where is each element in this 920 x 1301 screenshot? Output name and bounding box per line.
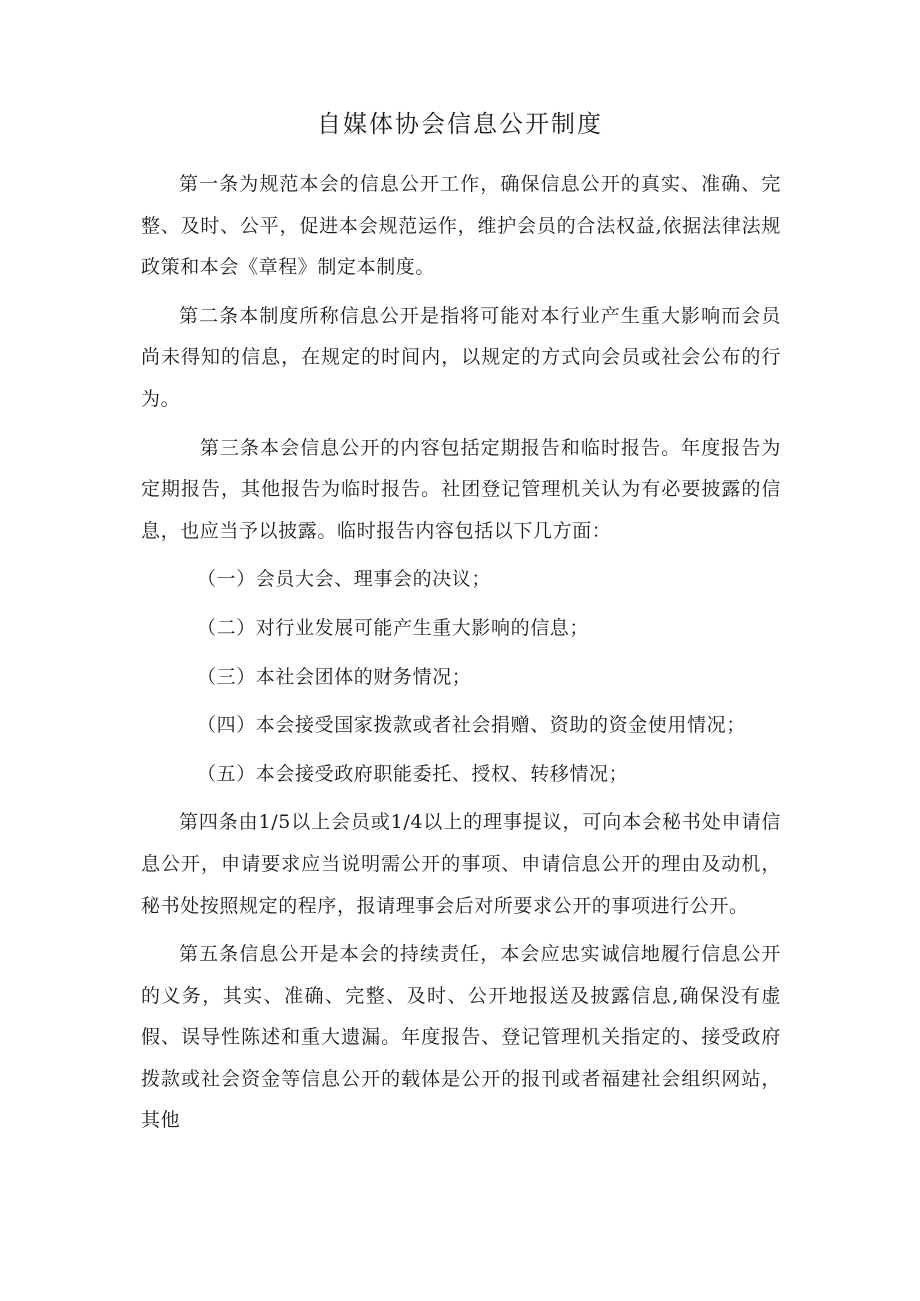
- list-item-2: （二）对行业发展可能产生重大影响的信息；: [197, 616, 590, 639]
- document-body: [141, 164, 781, 1149]
- list-item-4: （四）本会接受国家拨款或者社会捐赠、资助的资金使用情况；: [197, 714, 746, 737]
- article-5-paragraph: 第五条信息公开是本会的持续责任，本会应忠实诚信地履行信息公开的义务，其实、准确、完整、及时、公开地报送及披露信息,确保没有虚假、误导性陈述和重大遗漏。年度报告、登记管理机关指定的、接受政府拨款或社会资金等信息公开的载体是公开的报刊或者福建社会组织网站，其他: [141, 943, 781, 1132]
- list-item-5: （五）本会接受政府职能委托、授权、转移情况；: [197, 762, 629, 785]
- list-item-3: （三）本社会团体的财务情况；: [197, 665, 472, 688]
- list-item-1: （一）会员大会、理事会的决议；: [197, 568, 492, 591]
- document-title: 自媒体协会信息公开制度: [317, 110, 603, 138]
- article-3-paragraph: 第三条本会信息公开的内容包括定期报告和临时报告。年度报告为定期报告，其他报告为临时报告。社团登记管理机关认为有必要披露的信息，也应当予以披露。临时报告内容包括以下几方面：: [141, 436, 781, 542]
- article-2-paragraph: 第二条本制度所称信息公开是指将可能对本行业产生重大影响而会员尚未得知的信息，在规定的时间内，以规定的方式向会员或社会公布的行为。: [141, 304, 781, 410]
- article-4-paragraph: 第四条由1/5以上会员或1/4以上的理事提议，可向本会秘书处申请信息公开，申请要求应当说明需公开的事项、申请信息公开的理由及动机，秘书处按照规定的程序，报请理事会后对所要求公开的事项进行公开。: [141, 811, 781, 917]
- article-1-paragraph: 第一条为规范本会的信息公开工作，确保信息公开的真实、准确、完整、及时、公平，促进本会规范运作，维护会员的合法权益,依据法律法规政策和本会《章程》制定本制度。: [141, 173, 781, 279]
